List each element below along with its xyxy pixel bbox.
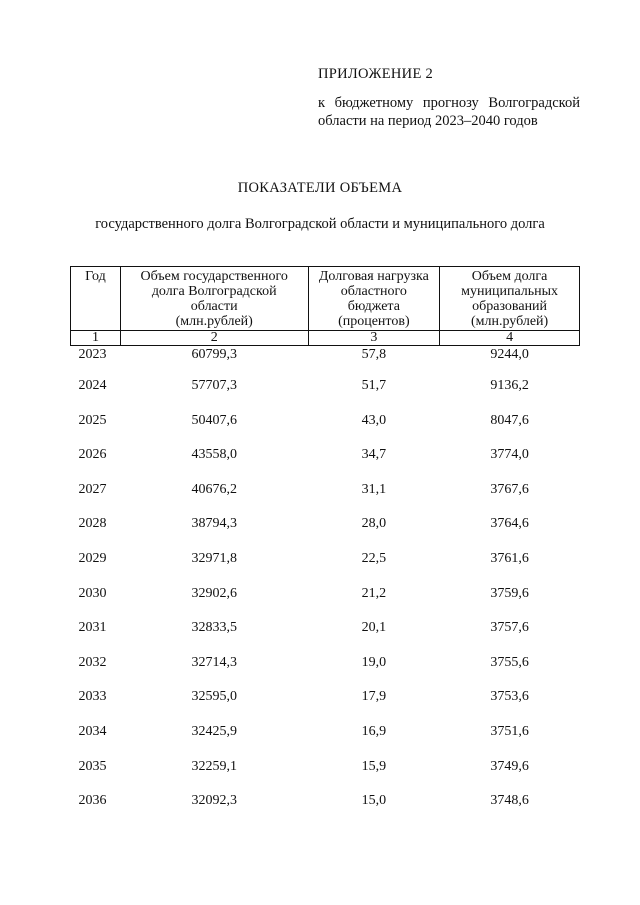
appendix-title: ПРИЛОЖЕНИЕ 2 [318,66,434,82]
header-line: областного [340,284,407,299]
municipal-debt-cell: 3755,6 [490,654,529,670]
municipal-debt-cell: 3767,6 [490,481,529,497]
table-row [71,483,580,518]
state-debt-cell: 32714,3 [191,654,237,670]
header-year [71,267,121,331]
year-cell: 2025 [78,412,107,428]
municipal-debt-cell: 9244,0 [490,347,529,362]
column-number: 2 [120,331,308,346]
state-debt-cell: 32971,8 [191,550,237,566]
column-number: 1 [71,331,121,346]
state-debt-cell: 32425,9 [191,723,237,739]
header-municipal-debt [440,267,580,331]
debt-load-cell: 21,2 [361,585,387,601]
state-debt-cell: 50407,6 [191,412,237,428]
debt-load-cell: 51,7 [361,378,387,393]
debt-table [70,266,580,829]
document-heading: ПОКАЗАТЕЛИ ОБЪЕМА [237,180,403,196]
state-debt-cell: 32902,6 [191,585,237,601]
year-cell: 2036 [78,793,107,809]
debt-load-cell: 22,5 [361,550,387,566]
table-header-row [71,267,580,331]
municipal-debt-cell: 3774,0 [490,447,529,463]
column-number: 4 [440,331,580,346]
municipal-debt-cell: 3764,6 [490,516,529,532]
header-line: (млн.рублей) [175,314,253,329]
header-debt-load [308,267,440,331]
year-cell: 2033 [78,689,107,705]
table-body [71,346,580,829]
municipal-debt-cell: 9136,2 [490,378,529,393]
state-debt-cell: 40676,2 [191,481,237,497]
debt-load-cell: 34,7 [361,447,387,463]
header-line: (млн.рублей) [470,314,549,329]
column-number-row [71,331,580,346]
header-state-debt [120,267,308,331]
state-debt-cell: 32833,5 [191,620,237,636]
year-cell: 2029 [78,550,107,566]
document-subheading: государственного долга Волгоградской области и муниципального долга [95,216,545,232]
table-row [71,656,580,691]
municipal-debt-cell: 3749,6 [490,758,529,774]
state-debt-cell: 38794,3 [191,516,237,532]
debt-load-cell: 57,8 [361,347,387,362]
debt-load-cell: 31,1 [361,481,387,497]
year-cell: 2027 [78,481,107,497]
year-cell: 2023 [78,347,107,362]
table-row [71,587,580,622]
municipal-debt-cell: 3757,6 [490,620,529,636]
debt-load-cell: 15,0 [361,793,387,809]
state-debt-cell: 32259,1 [191,758,237,774]
debt-load-cell: 43,0 [361,412,387,428]
state-debt-cell: 32595,0 [191,689,237,705]
municipal-debt-cell: 3751,6 [490,723,529,739]
debt-load-cell: 16,9 [361,723,387,739]
year-cell: 2035 [78,758,107,774]
municipal-debt-cell: 8047,6 [490,412,529,428]
state-debt-cell: 43558,0 [191,447,237,463]
header-line: муниципальных [461,284,559,299]
table-row [71,690,580,725]
table-row [71,794,580,829]
state-debt-cell: 57707,3 [191,378,237,393]
header-line: (процентов) [338,314,410,329]
year-cell: 2026 [78,447,107,463]
municipal-debt-cell: 3761,6 [490,550,529,566]
header-line: Объем государственного [140,269,288,284]
table-row [71,448,580,483]
header-line: образований [472,299,548,314]
year-cell: 2034 [78,723,107,739]
table-row [71,414,580,449]
year-cell: 2024 [78,378,107,393]
header-line: области [190,299,238,314]
year-cell: 2030 [78,585,107,601]
debt-load-cell: 20,1 [361,620,387,636]
header-line: долга Волгоградской [151,284,277,299]
table-row [71,621,580,656]
table-row [71,346,580,380]
municipal-debt-cell: 3748,6 [490,793,529,809]
table-row [71,552,580,587]
debt-load-cell: 28,0 [361,516,387,532]
debt-load-cell: 17,9 [361,689,387,705]
appendix-subtitle: к бюджетному прогнозу Волгоградской области на период 2023–2040 годов [318,95,580,129]
debt-load-cell: 15,9 [361,758,387,774]
year-cell: 2031 [78,620,107,636]
debt-load-cell: 19,0 [361,654,387,670]
municipal-debt-cell: 3753,6 [490,689,529,705]
header-line: Долговая нагрузка [318,269,429,284]
year-cell: 2028 [78,516,107,532]
table-row [71,760,580,795]
municipal-debt-cell: 3759,6 [490,585,529,601]
state-debt-cell: 32092,3 [191,793,237,809]
table-row [71,517,580,552]
header-line: бюджета [347,299,400,314]
state-debt-cell: 60799,3 [191,347,237,362]
column-number: 3 [308,331,440,346]
table-row [71,379,580,414]
year-cell: 2032 [78,654,107,670]
header-line: Объем долга [471,269,548,284]
table-row [71,725,580,760]
header-line: Год [85,269,106,284]
